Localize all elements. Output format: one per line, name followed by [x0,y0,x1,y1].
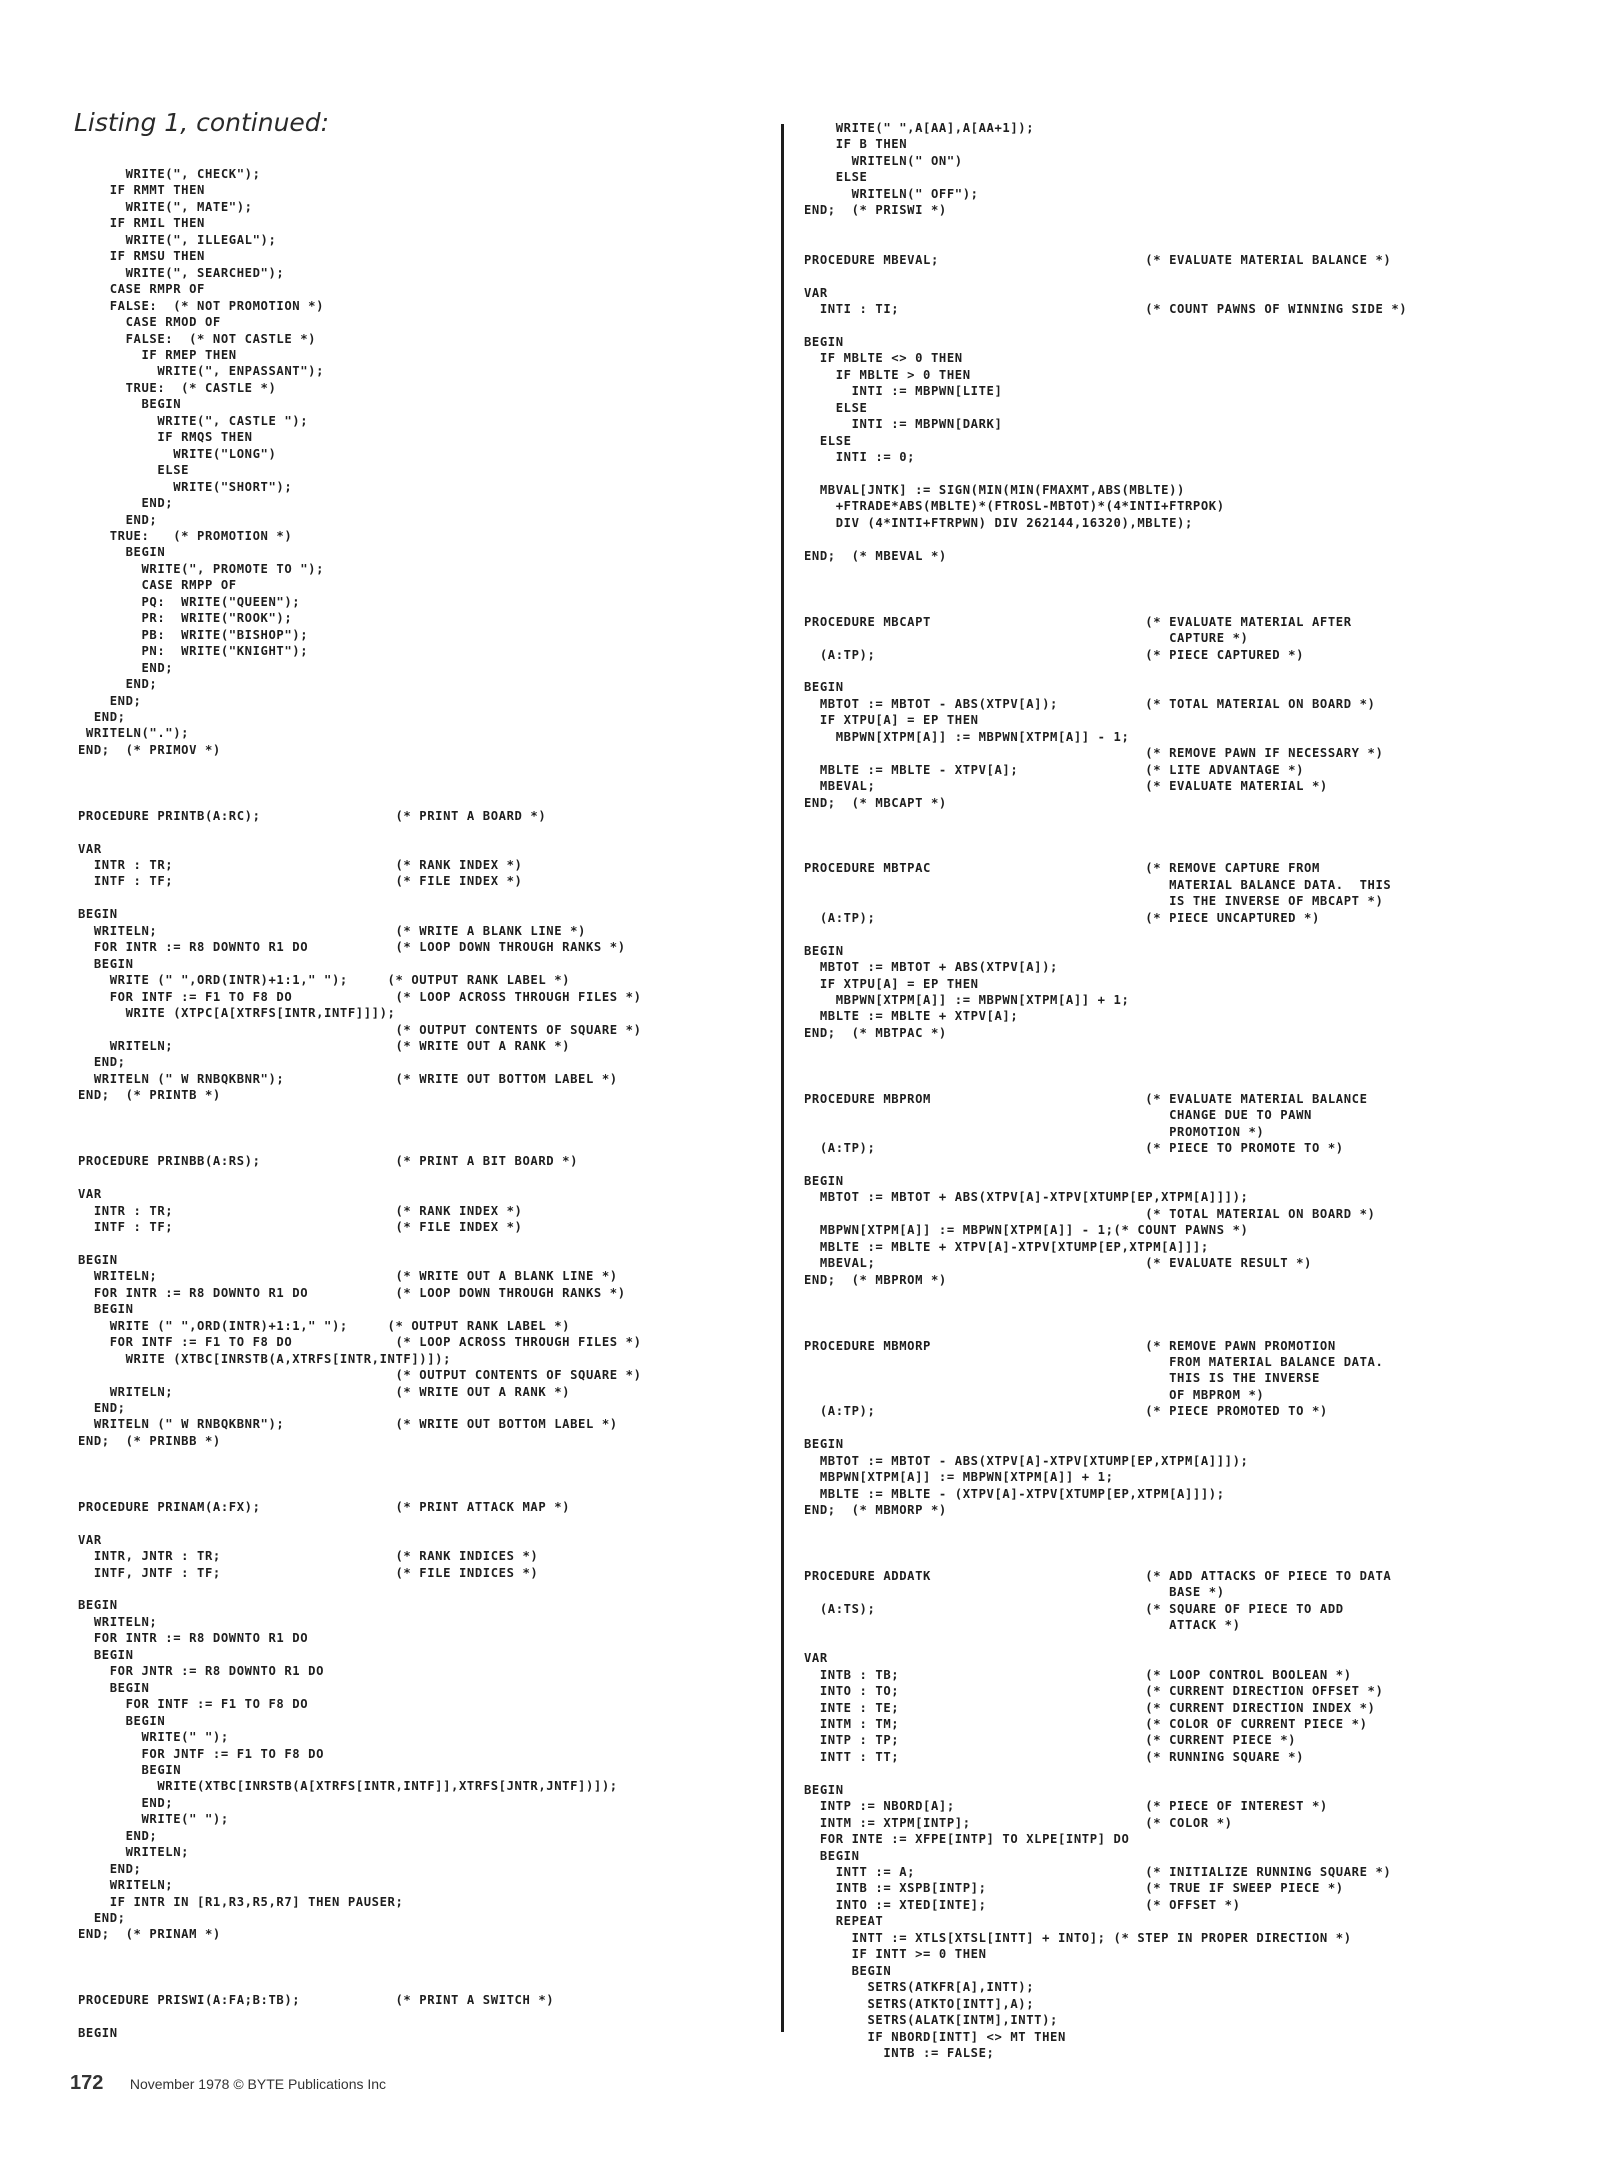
code-line: (A:TP); (* PIECE CAPTURED *) [804,647,1305,662]
code-line [78,1137,768,1153]
code-line [78,1120,768,1136]
code-line: PROCEDURE MBEVAL; (* EVALUATE MATERIAL BALANCE *) [804,252,1392,267]
code-line: WRITE(", SEARCHED"); [78,265,285,280]
code-line: INTI := 0; [804,450,916,465]
code-line: BEGIN [78,1598,118,1613]
code-line: FOR INTF := F1 TO F8 DO (* LOOP ACROSS THROUGH FILES *) [78,1335,642,1350]
code-line: BEGIN [78,956,134,971]
code-line: BEGIN [804,1437,844,1452]
code-line: INTF : TF; (* FILE INDEX *) [78,874,523,889]
code-line: BEGIN [78,1252,118,1267]
code-line: MBPWN[XTPM[A]] := MBPWN[XTPM[A]] + 1; [804,1470,1114,1485]
code-line: END; (* PRINTB *) [78,1088,221,1103]
code-line: MBLTE := MBLTE + XTPV[A]-XTPV[XTUMP[EP,XTPM[A]]]; [804,1239,1209,1254]
code-line: MBTOT := MBTOT + ABS(XTPV[A]-XTPV[XTUMP[EP,XTPM[A]]]); [804,1190,1249,1205]
code-line: WRITELN; [78,1878,174,1893]
code-line: ELSE [78,463,190,478]
code-line: MBPWN[XTPM[A]] := MBPWN[XTPM[A]] - 1;(* COUNT PAWNS *) [804,1223,1249,1238]
code-line: BEGIN [78,1647,134,1662]
code-line [804,1074,1514,1090]
code-line: INTB := XSPB[INTP]; (* TRUE IF SWEEP PIECE *) [804,1881,1344,1896]
code-line: MBTOT := MBTOT - ABS(XTPV[A]-XTPV[XTUMP[EP,XTPM[A]]]); [804,1453,1249,1468]
code-line: END; [78,1861,142,1876]
code-line: WRITE(" "); [78,1812,229,1827]
code-line [804,1634,1514,1650]
code-line: FROM MATERIAL BALANCE DATA. [804,1354,1384,1369]
code-line: WRITE("LONG") [78,446,277,461]
code-line: WRITE(", MATE"); [78,199,253,214]
code-line [804,1305,1514,1321]
code-line: IF NBORD[INTT] <> MT THEN [804,2029,1066,2044]
code-line: SETRS(ALATK[INTM],INTT); [804,2013,1058,2028]
code-line: INTT := XTLS[XTSL[INTT] + INTO]; (* STEP IN PROPER DIRECTION *) [804,1930,1352,1945]
code-line: PROCEDURE MBTPAC (* REMOVE CAPTURE FROM [804,861,1320,876]
code-line: CASE RMOD OF [78,315,221,330]
code-line: PROCEDURE PRINTB(A:RC); (* PRINT A BOARD *) [78,808,547,823]
code-column-left [78,166,768,2041]
code-line: INTP := NBORD[A]; (* PIECE OF INTEREST *) [804,1799,1328,1814]
code-line: WRITELN (" W RNBQKBNR"); (* WRITE OUT BOTTOM LABEL *) [78,1071,618,1086]
code-line: WRITE(" ",A[AA],A[AA+1]); [804,121,1035,135]
code-line: (A:TP); (* PIECE PROMOTED TO *) [804,1404,1328,1419]
code-line: BASE *) [804,1585,1225,1600]
code-line [78,1976,768,1992]
code-line: INTP : TP; (* CURRENT PIECE *) [804,1733,1297,1748]
code-line: END; [78,512,158,527]
code-line: ELSE [804,433,852,448]
code-line: MBLTE := MBLTE - XTPV[A]; (* LITE ADVANTAGE *) [804,762,1305,777]
code-line: PROCEDURE ADDATK (* ADD ATTACKS OF PIECE TO DATA [804,1568,1392,1583]
code-line: PB: WRITE("BISHOP"); [78,627,309,642]
code-line: MBLTE := MBLTE - (XTPV[A]-XTPV[XTUMP[EP,XTPM[A]]]); [804,1486,1225,1501]
code-line: IF RMMT THEN [78,183,205,198]
code-line: WRITE(XTBC[INRSTB(A[XTRFS[INTR,INTF]],XTRFS[JNTR,JNTF])]); [78,1779,618,1794]
code-line: PROMOTION *) [804,1124,1265,1139]
code-line: INTI := MBPWN[LITE] [804,384,1003,399]
code-line: FOR INTF := F1 TO F8 DO [78,1697,309,1712]
code-line: END; (* MBMORP *) [804,1503,947,1518]
code-line: FALSE: (* NOT CASTLE *) [78,331,317,346]
code-line [804,235,1514,251]
code-line: WRITE(", ENPASSANT"); [78,364,325,379]
code-line: END; [78,677,158,692]
code-line [78,2009,768,2025]
code-line: INTF : TF; (* FILE INDEX *) [78,1220,523,1234]
code-line [78,1482,768,1498]
code-line [804,219,1514,235]
code-line: THIS IS THE INVERSE [804,1371,1320,1386]
code-line: FOR INTR := R8 DOWNTO R1 DO (* LOOP DOWN THROUGH RANKS *) [78,1285,626,1300]
page-number: 172 [70,2072,104,2094]
code-line: MBLTE := MBLTE + XTPV[A]; [804,1009,1019,1024]
code-line: END; [78,496,174,511]
code-line: END; (* PRIMOV *) [78,742,221,757]
code-line: IF RMIL THEN [78,216,205,231]
code-line: PROCEDURE PRINBB(A:RS); (* PRINT A BIT BOARD *) [78,1154,579,1169]
code-line: VAR [78,1532,102,1547]
code-line: TRUE: (* PROMOTION *) [78,528,293,543]
code-line: END; (* MBCAPT *) [804,795,947,810]
code-column-right [804,120,1514,2061]
code-line: WRITE (XTBC[INRSTB(A,XTRFS[INTR,INTF])]); [78,1351,452,1366]
code-line: PROCEDURE PRINAM(A:FX); (* PRINT ATTACK MAP *) [78,1499,571,1514]
code-line: IF MBLTE > 0 THEN [804,367,971,382]
code-line [804,317,1514,333]
code-line: FOR INTR := R8 DOWNTO R1 DO [78,1631,309,1646]
code-line [804,811,1514,827]
code-line: (A:TS); (* SQUARE OF PIECE TO ADD [804,1601,1344,1616]
code-line: WRITE(", ILLEGAL"); [78,232,277,247]
code-line: WRITE(", CASTLE "); [78,413,309,428]
code-line: INTT : TT; (* RUNNING SQUARE *) [804,1749,1305,1764]
code-line: FOR INTR := R8 DOWNTO R1 DO (* LOOP DOWN THROUGH RANKS *) [78,940,626,955]
column-divider [781,124,784,2032]
code-line: MATERIAL BALANCE DATA. THIS [804,877,1392,892]
code-line: MBTOT := MBTOT + ABS(XTPV[A]); [804,960,1058,975]
code-line: IF XTPU[A] = EP THEN [804,976,979,991]
code-line [78,1235,768,1251]
code-line: FOR JNTR := R8 DOWNTO R1 DO [78,1664,325,1679]
code-line: WRITELN; [78,1614,158,1629]
code-line: OF MBPROM *) [804,1387,1265,1402]
code-line: WRITELN; (* WRITE OUT A RANK *) [78,1039,571,1054]
code-line: INTR : TR; (* RANK INDEX *) [78,858,523,873]
code-line [804,1765,1514,1781]
code-line [804,1157,1514,1173]
code-line: VAR [804,285,828,300]
code-line: WRITE (" ",ORD(INTR)+1:1," "); (* OUTPUT RANK LABEL *) [78,1318,571,1333]
code-line: BEGIN [804,680,844,695]
code-line [804,597,1514,613]
code-line: INTF, JNTF : TF; (* FILE INDICES *) [78,1565,539,1580]
code-line: CASE RMPP OF [78,578,237,593]
code-line: SETRS(ATKTO[INTT],A); [804,1996,1035,2011]
code-line: (* TOTAL MATERIAL ON BOARD *) [804,1206,1376,1221]
code-line: INTO : TO; (* CURRENT DIRECTION OFFSET *) [804,1684,1384,1699]
code-line: INTM : TM; (* COLOR OF CURRENT PIECE *) [804,1716,1368,1731]
code-line: IF RMEP THEN [78,347,237,362]
code-line: FALSE: (* NOT PROMOTION *) [78,298,325,313]
code-line [804,1551,1514,1567]
code-line: (* OUTPUT CONTENTS OF SQUARE *) [78,1368,642,1383]
page-footer [70,2072,386,2095]
code-line: PQ: WRITE("QUEEN"); [78,594,301,609]
code-line: +FTRADE*ABS(MBLTE)*(FTROSL-MBTOT)*(4*INTI+FTRPOK) [804,499,1225,514]
code-line [804,827,1514,843]
code-line: MBTOT := MBTOT - ABS(XTPV[A]); (* TOTAL MATERIAL ON BOARD *) [804,696,1376,711]
code-line: PN: WRITE("KNIGHT"); [78,644,309,659]
code-line: VAR [78,1187,102,1202]
code-line [78,824,768,840]
code-line: MBEVAL; (* EVALUATE RESULT *) [804,1256,1312,1271]
code-line: TRUE: (* CASTLE *) [78,380,277,395]
code-line: ATTACK *) [804,1618,1241,1633]
code-line [78,791,768,807]
code-line: PROCEDURE MBMORP (* REMOVE PAWN PROMOTION [804,1338,1336,1353]
code-line: IF INTT >= 0 THEN [804,1947,987,1962]
code-line: INTB := FALSE; [804,2046,995,2061]
code-line: VAR [78,841,102,856]
code-line: BEGIN [804,1782,844,1797]
code-line [804,1041,1514,1057]
code-line [804,663,1514,679]
code-line: FOR JNTF := F1 TO F8 DO [78,1746,325,1761]
code-line: BEGIN [804,334,844,349]
code-line: INTR : TR; (* RANK INDEX *) [78,1203,523,1218]
code-line: PROCEDURE MBPROM (* EVALUATE MATERIAL BALANCE [804,1091,1368,1106]
code-line [804,844,1514,860]
code-line: END; [78,693,142,708]
code-line [804,1288,1514,1304]
code-line [804,1420,1514,1436]
code-line: MBEVAL; (* EVALUATE MATERIAL *) [804,779,1328,794]
code-line: CASE RMPR OF [78,282,205,297]
code-line: WRITELN; (* WRITE A BLANK LINE *) [78,923,586,938]
code-line: WRITE(", CHECK"); [78,167,261,181]
code-line: WRITE("SHORT"); [78,479,293,494]
code-line: BEGIN [78,2026,118,2041]
code-line: WRITELN; (* WRITE OUT A BLANK LINE *) [78,1269,618,1284]
code-line [78,758,768,774]
code-line: WRITELN (" W RNBQKBNR"); (* WRITE OUT BOTTOM LABEL *) [78,1417,618,1432]
code-line: BEGIN [804,1963,892,1978]
code-line: IF INTR IN [R1,R3,R5,R7] THEN PAUSER; [78,1894,404,1909]
code-line: FOR INTE := XFPE[INTP] TO XLPE[INTP] DO [804,1832,1130,1847]
code-line: WRITELN(" ON") [804,153,963,168]
code-line: END; [78,660,174,675]
code-line: INTT := A; (* INITIALIZE RUNNING SQUARE *) [804,1865,1392,1880]
code-line: PR: WRITE("ROOK"); [78,611,293,626]
code-line: WRITE (" ",ORD(INTR)+1:1," "); (* OUTPUT RANK LABEL *) [78,973,571,988]
code-line: WRITELN; [78,1845,190,1860]
code-line: BEGIN [78,545,166,560]
code-line: WRITELN("."); [78,726,190,741]
code-line: REPEAT [804,1914,884,1929]
code-line: (A:TP); (* PIECE TO PROMOTE TO *) [804,1141,1344,1156]
code-line [804,1321,1514,1337]
code-line [78,1449,768,1465]
code-line: PROCEDURE PRISWI(A:FA;B:TB); (* PRINT A SWITCH *) [78,1993,555,2008]
code-line: INTM := XTPM[INTP]; (* COLOR *) [804,1815,1233,1830]
publication-credit: November 1978 © BYTE Publications Inc [129,2076,387,2092]
code-line: MBPWN[XTPM[A]] := MBPWN[XTPM[A]] - 1; [804,729,1130,744]
code-line [78,1104,768,1120]
code-line: END; [78,1795,174,1810]
code-line: BEGIN [78,907,118,922]
code-line: INTB : TB; (* LOOP CONTROL BOOLEAN *) [804,1667,1352,1682]
code-line: (* REMOVE PAWN IF NECESSARY *) [804,746,1384,761]
code-line [78,1170,768,1186]
code-line: PROCEDURE MBCAPT (* EVALUATE MATERIAL AFTER [804,614,1352,629]
code-line: BEGIN [804,1848,860,1863]
code-line: ELSE [804,400,868,415]
code-line: BEGIN [78,1762,182,1777]
code-line: IS THE INVERSE OF MBCAPT *) [804,894,1384,909]
code-line [78,1581,768,1597]
code-line: BEGIN [78,1680,150,1695]
code-line: INTR, JNTR : TR; (* RANK INDICES *) [78,1549,539,1564]
code-line: IF XTPU[A] = EP THEN [804,713,979,728]
code-line: END; [78,1911,126,1926]
code-line [804,564,1514,580]
code-line: INTO := XTED[INTE]; (* OFFSET *) [804,1897,1241,1912]
code-line [804,581,1514,597]
code-line: END; (* MBTPAC *) [804,1025,947,1040]
code-line: BEGIN [78,397,182,412]
code-line: SETRS(ATKFR[A],INTT); [804,1980,1035,1995]
code-line [804,1519,1514,1535]
code-line: WRITE(", PROMOTE TO "); [78,561,325,576]
code-line: END; [78,709,126,724]
code-line [804,926,1514,942]
code-line: IF RMSU THEN [78,249,205,264]
code-line: BEGIN [804,943,844,958]
code-line [78,1943,768,1959]
code-line: (A:TP); (* PIECE UNCAPTURED *) [804,910,1320,925]
code-line [804,531,1514,547]
code-line: CAPTURE *) [804,631,1249,646]
code-line: BEGIN [804,1174,844,1188]
code-line [78,775,768,791]
code-line [804,268,1514,284]
code-line: ELSE [804,170,868,185]
code-line [78,1466,768,1482]
listing-heading: Listing 1, continued: [74,108,330,137]
code-line: BEGIN [78,1302,134,1317]
code-line: WRITELN(" OFF"); [804,186,979,201]
code-line: IF B THEN [804,137,908,152]
code-line: BEGIN [78,1713,166,1728]
code-line: END; (* PRINBB *) [78,1433,221,1448]
code-line: MBVAL[JNTK] := SIGN(MIN(MIN(FMAXMT,ABS(MBLTE)) [804,482,1185,497]
code-line: INTE : TE; (* CURRENT DIRECTION INDEX *) [804,1700,1376,1715]
code-line: IF RMQS THEN [78,430,253,445]
code-line: END; (* MBPROM *) [804,1272,947,1287]
code-line: DIV (4*INTI+FTRPWN) DIV 262144,16320),MBLTE); [804,515,1193,530]
code-line [804,1535,1514,1551]
code-line: WRITE(" "); [78,1730,229,1745]
code-line: WRITELN; (* WRITE OUT A RANK *) [78,1384,571,1399]
code-line [78,1959,768,1975]
code-line [78,890,768,906]
code-line [804,466,1514,482]
code-line: END; (* MBEVAL *) [804,548,947,563]
code-line: (* OUTPUT CONTENTS OF SQUARE *) [78,1022,642,1037]
code-line: MBPWN[XTPM[A]] := MBPWN[XTPM[A]] + 1; [804,993,1130,1008]
code-line: VAR [804,1651,828,1666]
code-line: FOR INTF := F1 TO F8 DO (* LOOP ACROSS THROUGH FILES *) [78,989,642,1004]
code-line: END; (* PRISWI *) [804,203,947,218]
code-line [78,1515,768,1531]
code-line: END; [78,1055,126,1070]
code-line: IF MBLTE <> 0 THEN [804,351,963,366]
code-line: END; [78,1828,158,1843]
code-line [804,1058,1514,1074]
code-line: END; [78,1400,126,1415]
code-line: INTI := MBPWN[DARK] [804,417,1003,432]
code-line: WRITE (XTPC[A[XTRFS[INTR,INTF]]]); [78,1006,396,1021]
code-line: END; (* PRINAM *) [78,1927,221,1942]
code-line: INTI : TI; (* COUNT PAWNS OF WINNING SIDE *) [804,301,1408,316]
code-line: CHANGE DUE TO PAWN [804,1108,1312,1123]
